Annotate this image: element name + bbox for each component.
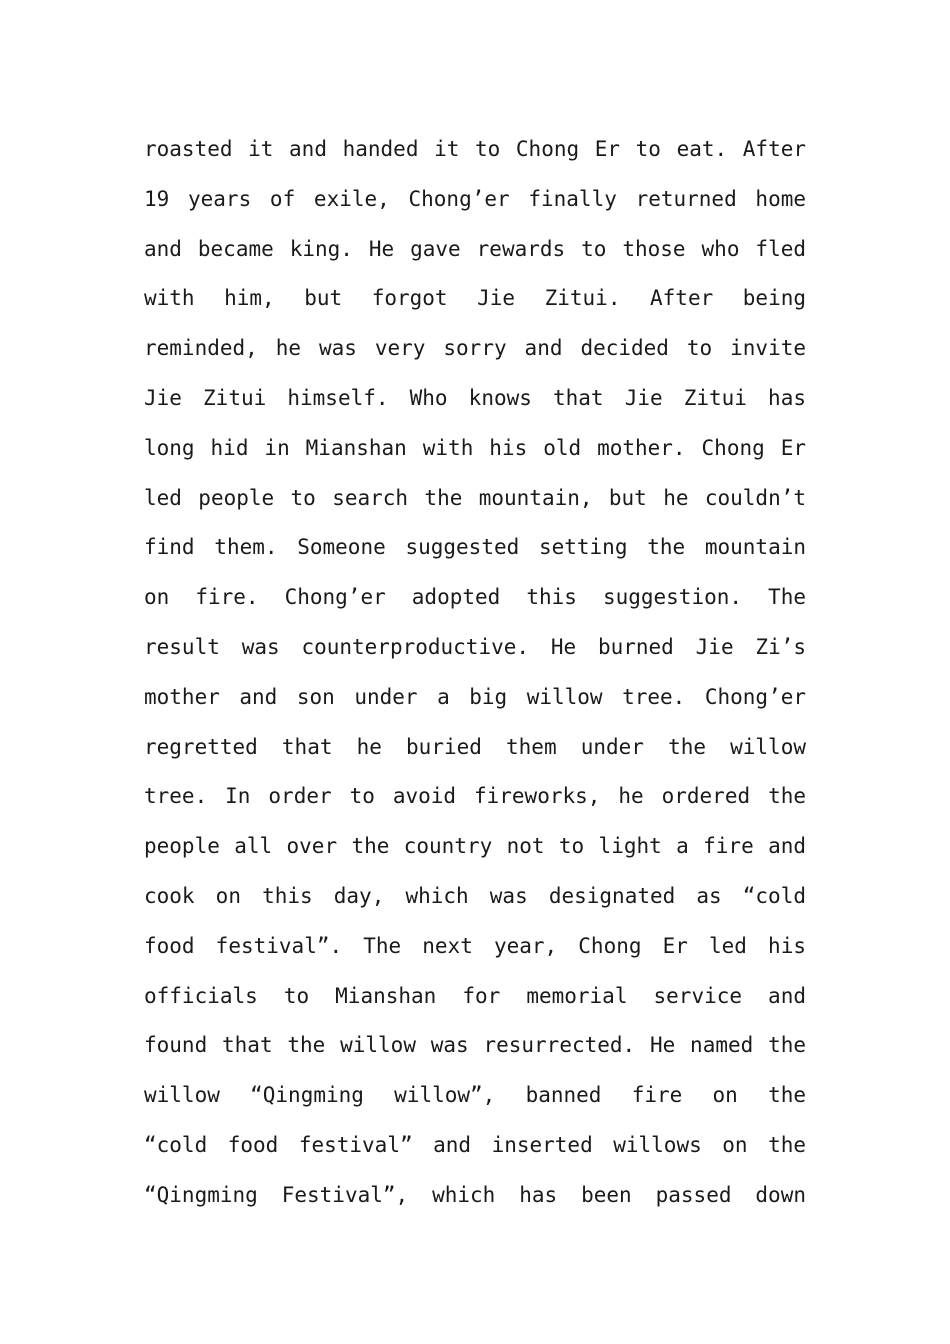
text-line: Jie Zitui himself. Who knows that Jie Zitui has — [144, 385, 806, 410]
text-line: officials to Mianshan for memorial service and — [144, 983, 806, 1008]
text-line: food festival”. The next year, Chong Er led his — [144, 933, 806, 958]
text-line: regretted that he buried them under the willow — [144, 734, 806, 759]
text-line: find them. Someone suggested setting the mountain — [144, 535, 806, 560]
text-line: result was counterproductive. He burned Jie Zi’s — [144, 634, 806, 659]
text-line: “cold food festival” and inserted willows on the — [144, 1132, 806, 1157]
text-line: cook on this day, which was designated as “cold — [144, 883, 806, 908]
text-line: reminded, he was very sorry and decided to invite — [144, 336, 806, 361]
text-line: led people to search the mountain, but he couldn’t — [144, 485, 806, 510]
text-line: tree. In order to avoid fireworks, he ordered the — [144, 784, 806, 809]
text-line: roasted it and handed it to Chong Er to eat. After — [144, 137, 806, 161]
text-line: willow “Qingming willow”, banned fire on the — [144, 1083, 806, 1108]
text-line: mother and son under a big willow tree. Chong’er — [144, 684, 806, 709]
text-line: found that the willow was resurrected. He named the — [144, 1033, 806, 1058]
body-text — [144, 125, 806, 1221]
text-line: and became king. He gave rewards to those who fled — [144, 236, 806, 261]
text-line: with him, but forgot Jie Zitui. After being — [144, 286, 806, 311]
text-line: 19 years of exile, Chong’er finally returned home — [144, 186, 806, 211]
text-line: people all over the country not to light a fire and — [144, 834, 806, 859]
text-line: “Qingming Festival”, which has been passed down — [144, 1182, 806, 1207]
text-line: long hid in Mianshan with his old mother. Chong Er — [144, 435, 806, 460]
text-line: on fire. Chong’er adopted this suggestion. The — [144, 585, 806, 610]
